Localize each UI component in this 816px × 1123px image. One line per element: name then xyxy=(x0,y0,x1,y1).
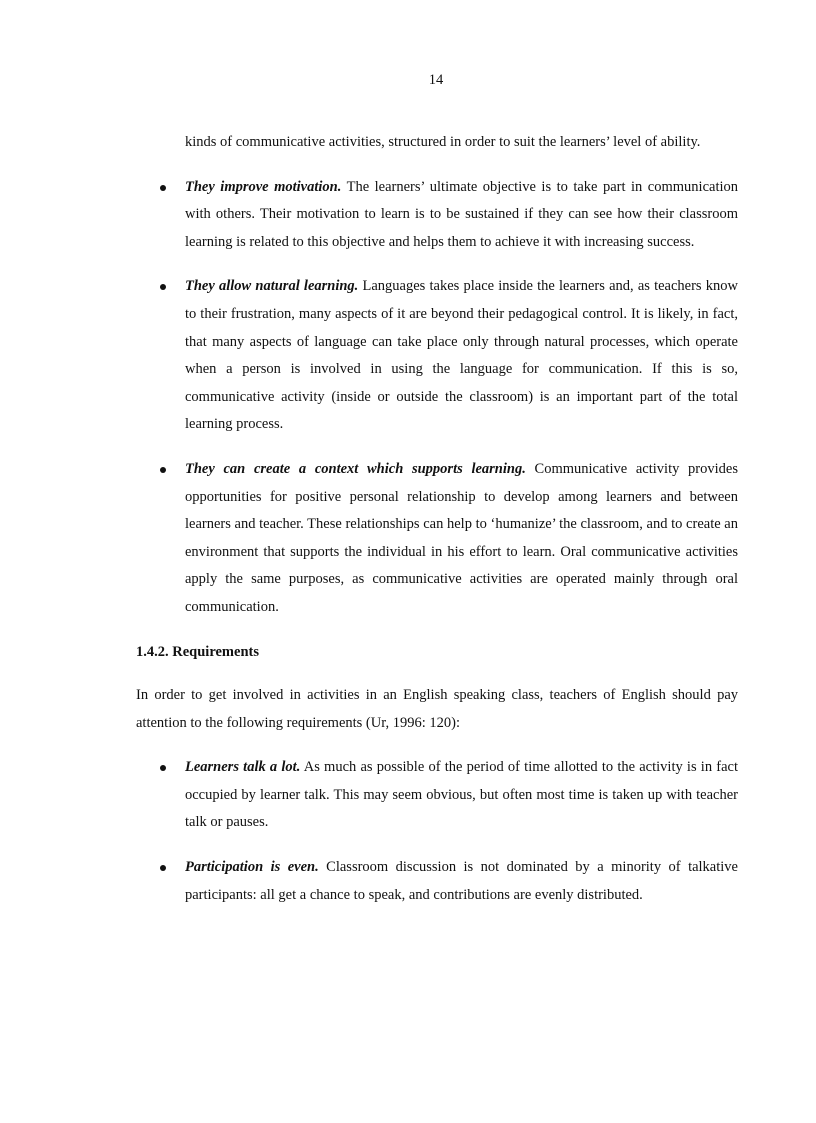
requirement-text: Classroom discussion is not dominated by a minority of talkative participants: all get a chance to speak, and contributions are evenly distributed. xyxy=(185,859,738,903)
benefit-text: The learners’ ultimate objective is to take part in communication with others. Their motivation to learn is to be sustained if they can see how their classroom learning is related to this objective and helps them to achieve it with increasing success. xyxy=(185,178,738,250)
requirement-lead: Participation is even. xyxy=(185,859,319,876)
benefit-item-context xyxy=(136,456,738,622)
benefit-text: Languages takes place inside the learners and, as teachers know to their frustration, many aspects of it are beyond their pedagogical control. It is likely, in fact, that many aspects of language can take place only through natural processes, which operate when a person is involved in using the language for communication. If this is so, communicative activity (inside or outside the classroom) is an important part of the total learning process. xyxy=(185,278,738,433)
requirement-text: As much as possible of the period of time allotted to the activity is in fact occupied by learner talk. This may seem obvious, but often most time is taken up with teacher talk or pauses. xyxy=(185,759,739,831)
section-heading: 1.4.2. Requirements xyxy=(136,643,259,660)
requirement-item-talk xyxy=(136,754,738,837)
section-intro: In order to get involved in activities in an English speaking class, teachers of English should pay attention to the following requirements (Ur, 1996: 120): xyxy=(136,687,738,731)
bullet-icon xyxy=(160,185,166,191)
benefit-item-natural-learning xyxy=(136,273,738,439)
requirement-item-participation xyxy=(136,854,738,909)
page-number: 14 xyxy=(428,72,444,88)
bullet-icon xyxy=(160,765,166,771)
bullet-icon xyxy=(160,467,166,473)
benefit-lead: They allow natural learning. xyxy=(185,278,359,295)
document-body xyxy=(136,129,738,909)
benefit-item-motivation xyxy=(136,174,738,257)
intro-continuation: kinds of communicative activities, structured in order to suit the learners’ level of ability. xyxy=(185,134,701,150)
benefit-lead: They improve motivation. xyxy=(185,178,342,195)
bullet-icon xyxy=(160,284,166,290)
benefit-lead: They can create a context which supports learning. xyxy=(185,460,526,477)
requirement-lead: Learners talk a lot. xyxy=(185,759,301,776)
benefit-text: Communicative activity provides opportunities for positive personal relationship to develop among learners and between learners and teacher. These relationships can help to ‘humanize’ the classroom, and to create an environment that supports the individual in his effort to learn. Oral communicative activities apply the same purposes, as communicative activities are operated mainly through oral communication. xyxy=(185,460,738,615)
bullet-icon xyxy=(160,865,166,871)
